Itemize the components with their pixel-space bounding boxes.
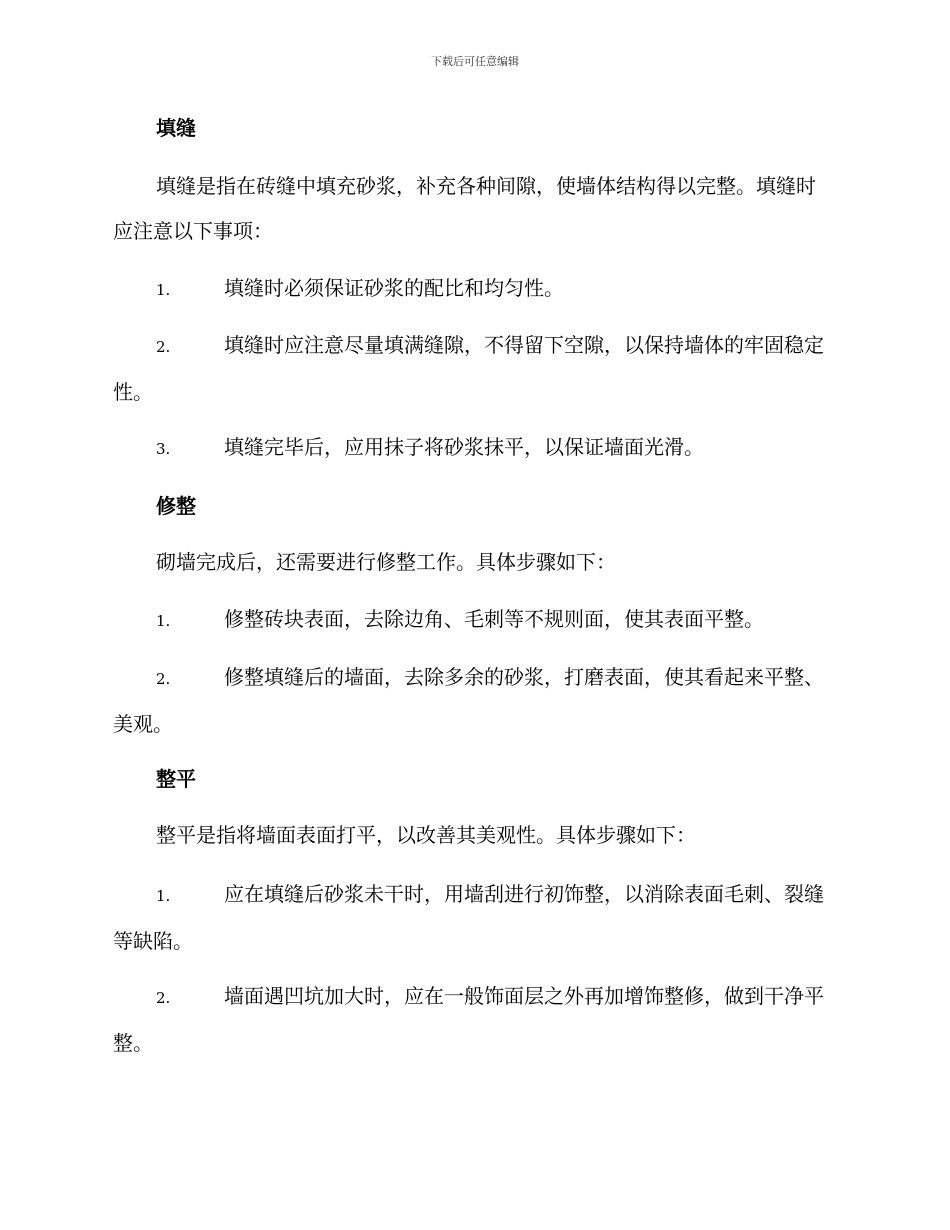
list-item — [113, 597, 835, 644]
list-item — [113, 655, 835, 747]
list-item — [113, 974, 835, 1066]
list-number: 3. — [156, 440, 171, 458]
section-intro-trim: 砌墙完成后，还需要进行修整工作。具体步骤如下： — [156, 550, 616, 574]
list-item — [113, 872, 835, 964]
list-item — [113, 425, 835, 472]
list-item — [113, 323, 835, 415]
page-header: 下载后可任意编辑 — [431, 55, 519, 68]
section-intro-level: 整平是指将墙面表面打平，以改善其美观性。具体步骤如下： — [156, 823, 696, 847]
list-text: 墙面遇凹坑加大时，应在一般饰面层之外再加增饰整修，做到干净平整。 — [113, 984, 824, 1055]
section-heading-level: 整平 — [156, 767, 196, 791]
list-text: 应在填缝后砂浆未干时，用墙刮进行初饰整，以消除表面毛刺、裂缝等缺陷。 — [113, 882, 824, 953]
section-heading-fill-joints: 填缝 — [156, 116, 196, 140]
list-number: 2. — [156, 338, 171, 356]
list-text: 修整砖块表面，去除边角、毛刺等不规则面，使其表面平整。 — [224, 607, 764, 631]
list-text: 填缝时应注意尽量填满缝隙，不得留下空隙，以保持墙体的牢固稳定性。 — [113, 333, 824, 404]
list-item — [113, 266, 835, 313]
list-number: 2. — [156, 989, 171, 1007]
list-number: 1. — [156, 887, 171, 905]
list-number: 2. — [156, 670, 171, 688]
list-text: 修整填缝后的墙面，去除多余的砂浆，打磨表面，使其看起来平整、美观。 — [113, 665, 824, 736]
section-heading-trim: 修整 — [156, 494, 196, 518]
section-intro-fill-joints: 填缝是指在砖缝中填充砂浆，补充各种间隙，使墙体结构得以完整。填缝时应注意以下事项： — [113, 174, 816, 243]
list-number: 1. — [156, 281, 171, 299]
list-text: 填缝时必须保证砂浆的配比和均匀性。 — [224, 276, 564, 300]
list-text: 填缝完毕后，应用抹子将砂浆抹平，以保证墙面光滑。 — [224, 435, 704, 459]
list-number: 1. — [156, 612, 171, 630]
